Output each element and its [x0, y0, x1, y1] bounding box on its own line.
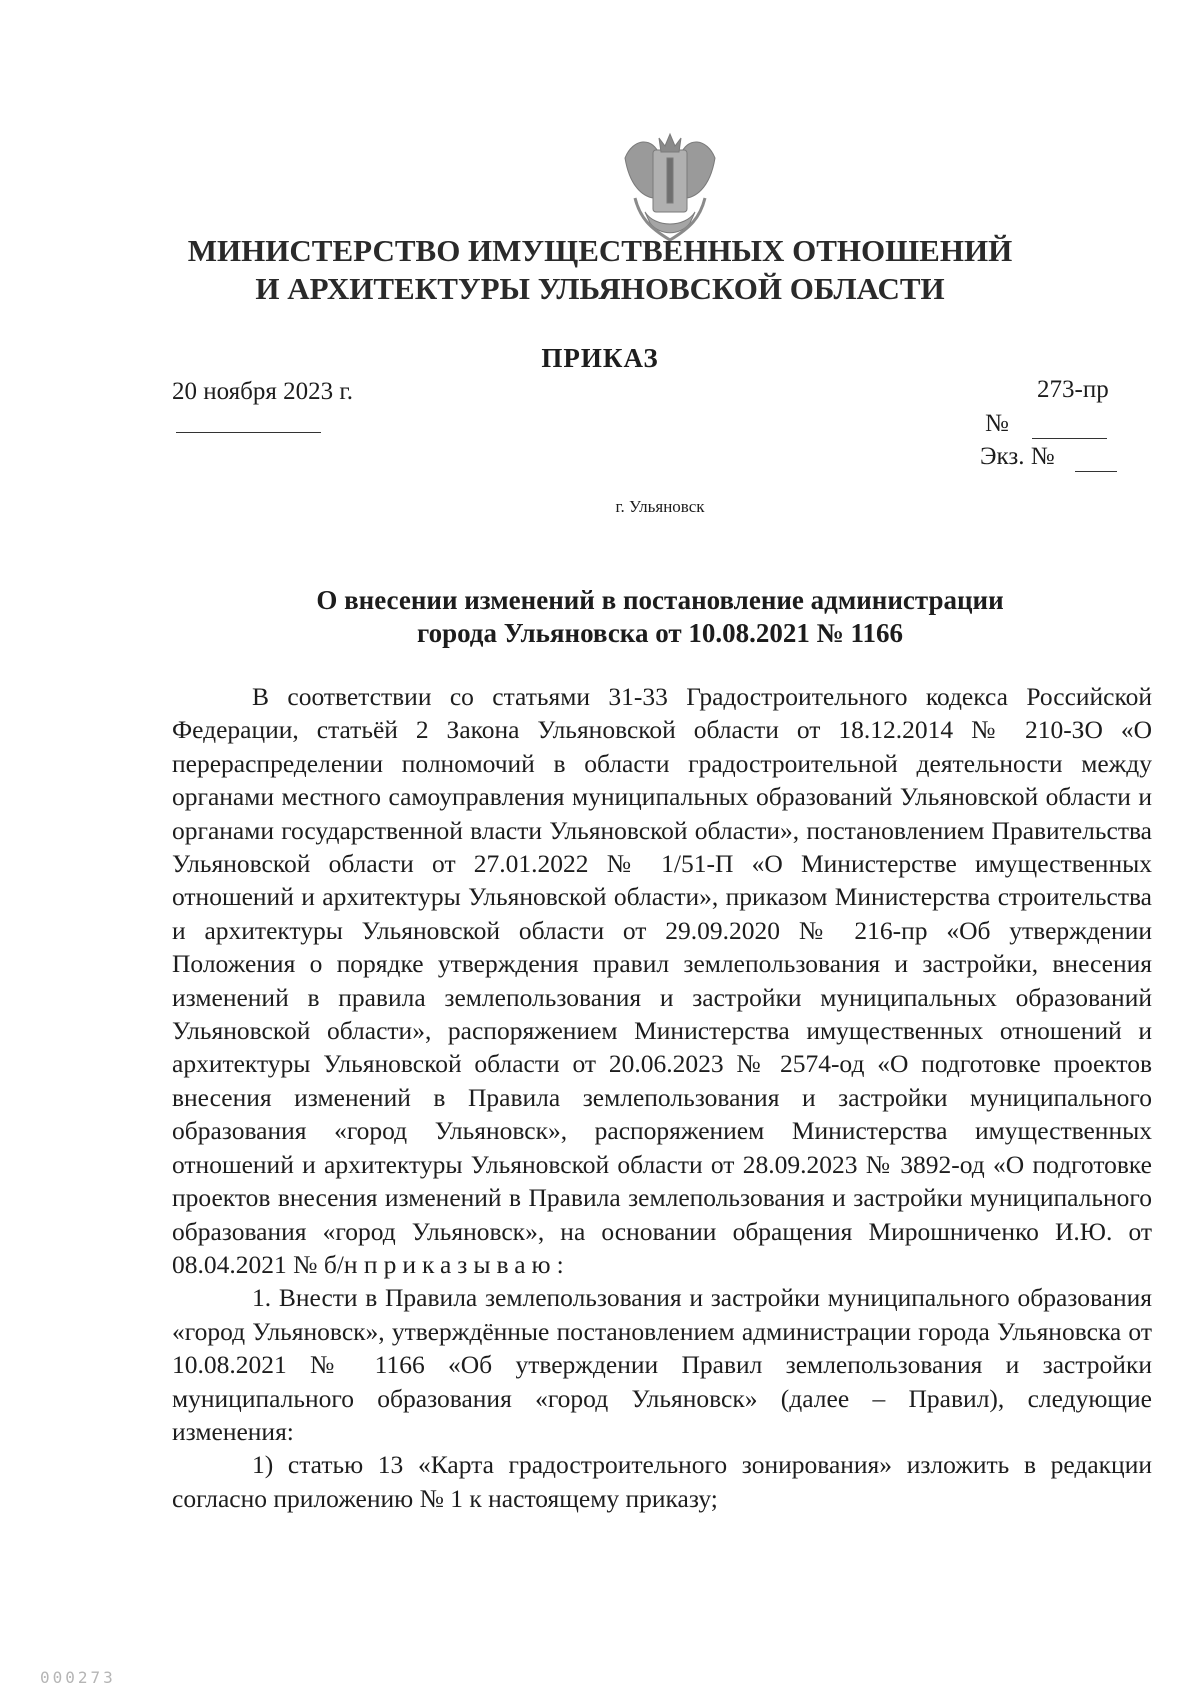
order-number: 273-пр: [1037, 376, 1109, 403]
order-date: 20 ноября 2023 г.: [172, 378, 354, 405]
order-word: приказываю:: [363, 1249, 570, 1279]
subject-line2: города Ульяновска от 10.08.2021 № 1166: [416, 618, 903, 648]
ministry-name-line2: И АРХИТЕКТУРЫ УЛЬЯНОВСКОЙ ОБЛАСТИ: [255, 271, 945, 306]
preamble-paragraph: [172, 680, 1152, 1281]
copy-number-underline: [1075, 471, 1117, 472]
document-type: ПРИКАЗ: [541, 343, 659, 373]
item-1-subitem-1: 1) статью 13 «Карта градостроительного зонирования» изложить в редакции согласно приложению № 1 к настоящему приказу;: [172, 1450, 1152, 1513]
copy-number-label: Экз. №: [980, 443, 1055, 470]
order-body: [172, 680, 1152, 1515]
coat-of-arms-icon: [615, 128, 725, 248]
item-1-paragraph: 1. Внести в Правила землепользования и застройки муниципального образования «город Ульяновск», утверждённые постановлением администрации города Ульяновска от 10.08.2021 № 1166 «Об утверждении Правил землепользования и застройки муниципального образования «город Ульяновск» (далее – Правил), следующие изменения:: [172, 1283, 1152, 1446]
ministry-name-line1: МИНИСТЕРСТВО ИМУЩЕСТВЕННЫХ ОТНОШЕНИЙ: [187, 233, 1013, 268]
order-subject: [0, 584, 1200, 650]
city: г. Ульяновск: [615, 497, 705, 516]
date-underline: [176, 432, 321, 433]
subject-line1: О внесении изменений в постановление администрации: [316, 585, 1004, 615]
page-stamp: 000273: [40, 1668, 116, 1687]
preamble-text: В соответствии со статьями 31-33 Градостроительного кодекса Российской Федерации, статьёй 2 Закона Ульяновской области от 18.12.2014 № 210-ЗО «О перераспределении полномочий в области градостроительной деятельности между органами местного самоуправления муниципальных образований Ульяновской области и органами государственной власти Ульяновской области», постановлением Правительства Ульяновской области от 27.01.2022 № 1/51-П «О Министерстве имущественных отношений и архитектуры Ульяновской области», приказом Министерства строительства и архитектуры Ульяновской области от 29.09.2020 № 216-пр «Об утверждении Положения о порядке утверждения правил землепользования и застройки, внесения изменений в правила землепользования и застройки муниципальных образований Ульяновской области», распоряжением Министерства имущественных отношений и архитектуры Ульяновской области от 20.06.2023 № 2574-од «О подготовке проектов внесения изменений в Правила землепользования и застройки муниципального образования «город Ульяновск», распоряжением Министерства имущественных отношений и архитектуры Ульяновской области от 28.09.2023 № 3892-од «О подготовке проектов внесения изменений в Правила землепользования и застройки муниципального образования «город Ульяновск», на основании обращения Мирошниченко И.Ю. от 08.04.2021 № б/н: [172, 682, 1152, 1279]
number-label: №: [985, 410, 1009, 437]
number-underline: [1032, 438, 1107, 439]
